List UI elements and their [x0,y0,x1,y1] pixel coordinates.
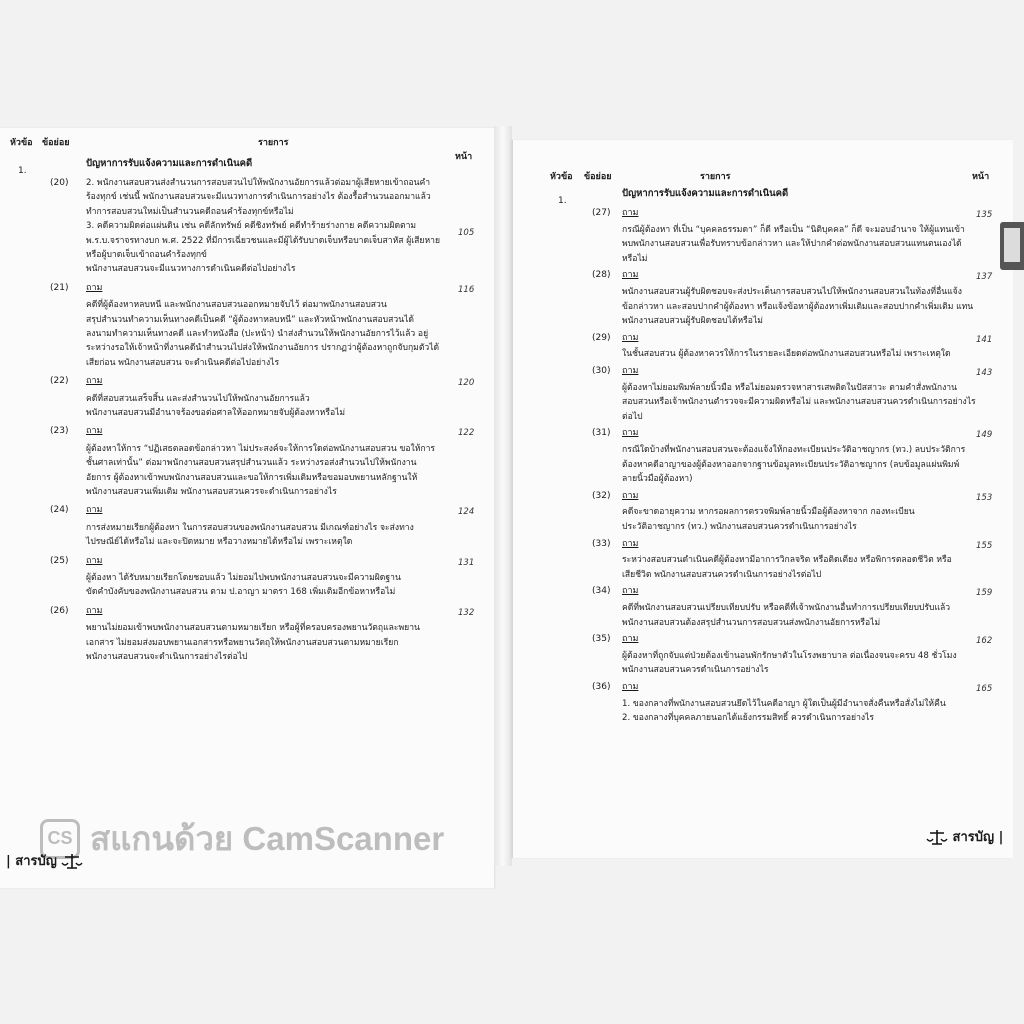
column-header-topic: หัวข้อ [10,138,33,148]
item-text-line: ผู้ต้องหาไม่ยอมพิมพ์ลายนิ้วมือ หรือไม่ยอมตรวจหาสารเสพติดในปัสสาวะ ตามคำสั่งพนักงาน [622,382,957,393]
page-number: 159 [976,588,993,599]
item-text-line: พนักงานสอบสวนต้องสรุปสำนวนการสอบสวนส่งพนักงานอัยการหรือไม่ [622,617,881,628]
item-text-line: สรุปสำนวนทำความเห็นทางคดีเป็นคดี “ผู้ต้องหาหลบหนี” และหัวหน้าพนักงานสอบสวนได้ [86,314,414,325]
page-number: 131 [458,557,475,568]
item-text-line: พนักงานสอบสวนจะดำเนินการอย่างไรต่อไป [86,652,248,662]
section-title: ปัญหาการรับแจ้งความและการดำเนินคดี [622,188,789,199]
question-label: ถาม [622,682,639,692]
item-text-line: หรือผู้บาดเจ็บเข้าถอนคำร้องทุกข์ [86,250,207,260]
item-text-line: ระหว่างสอบสวนดำเนินคดีผู้ต้องหามีอาการวิกลจริต หรือติดเตียง หรือพิการตลอดชีวิต หรือ [622,555,952,566]
section-title: ปัญหาการรับแจ้งความและการดำเนินคดี [86,158,253,169]
item-text-line: 1. ของกลางที่พนักงานสอบสวนยึดไว้ในคดีอาญา ผู้ใดเป็นผู้มีอำนาจสั่งคืนหรือสั่งไม่ให้คืน [622,698,946,709]
page-number: 165 [976,684,993,694]
question-label: ถาม [622,332,639,343]
question-label: ถาม [622,270,639,281]
item-text-line: ระหว่างรอให้เจ้าหน้าที่งานคดีนำสำนวนไปส่งให้พนักงานอัยการ ปรากฏว่าผู้ต้องหาถูกจับกุมตัวได้ [86,343,440,354]
item-number: (20) [50,178,69,188]
question-label: ถาม [86,605,103,616]
item-text-line: อัยการ ผู้ต้องหาเข้าพบพนักงานสอบสวนและขอให้การเพิ่มเติมหรือขอมอบพยานหลักฐานให้ [86,472,418,483]
item-number: (34) [592,586,611,597]
question-label: ถาม [622,538,639,549]
question-label: ถาม [622,428,639,439]
left-footer [6,850,83,871]
question-label: ถาม [86,505,103,516]
item-text-line: 2. พนักงานสอบสวนส่งสำนวนการสอบสวนไปให้พนักงานอัยการแล้วต่อมาผู้เสียหายเข้าถอนคำ [86,178,431,188]
question-label: ถาม [86,555,103,566]
question-label: ถาม [622,208,639,218]
book-gutter [494,126,512,866]
justice-scale-icon [61,853,83,871]
item-text-line: สอบสวนหรือเจ้าพนักงานตำรวจจะมีความผิดหรือไม่ และพนักงานสอบสวนควรดำเนินการอย่างไร [622,397,976,408]
watermark-text: สแกนด้วย CamScanner [90,820,445,857]
column-header-list: รายการ [258,138,289,148]
page-number: 155 [976,540,993,551]
item-number: (36) [592,682,611,692]
item-text-line: ต้องหาคดีอาญาของผู้ต้องหาออกจากฐานข้อมูลทะเบียนประวัติอาชญากร (ลบข้อมูลแผ่นพิมพ์ [622,459,960,470]
item-text-line: พบพนักงานสอบสวนเพื่อรับทราบข้อกล่าวหา และให้ปากคำต่อพนักงานสอบสวนแทนตนเองได้ [622,239,962,250]
question-label: ถาม [622,366,639,376]
item-text-line: ในชั้นสอบสวน ผู้ต้องหาควรให้การในรายละเอียดต่อพนักงานสอบสวนหรือไม่ เพราะเหตุใด [622,349,951,360]
section-number: 1. [18,166,27,176]
item-text-line: ลงนามทำความเห็นทางคดี และทำหนังสือ (ปะหน้า) นำส่งสำนวนให้พนักงานอัยการไว้แล้ว อยู่ [86,329,429,339]
page-number: 116 [458,284,475,295]
item-number: (21) [50,282,69,293]
column-header-page: หน้า [455,152,473,162]
item-number: (27) [592,208,611,218]
item-number: (30) [592,366,611,376]
item-text-line: กรณีใดบ้างที่พนักงานสอบสวนจะต้องแจ้งให้กองทะเบียนประวัติอาชญากร (ทว.) ลบประวัติการ [622,445,966,455]
item-number: (26) [50,605,69,616]
item-text-line: ประวัติอาชญากร (ทว.) พนักงานสอบสวนควรดำเนินการอย่างไร [622,522,857,532]
column-header-page: หน้า [972,172,990,182]
item-text-line: คดีจะขาดอายุความ หากรอผลการตรวจพิมพ์ลายนิ้วมือผู้ต้องหาจาก กองทะเบียน [622,507,915,518]
page-number: 143 [976,368,993,378]
item-number: (28) [592,270,611,281]
item-text-line: พ.ร.บ.จราจรทางบก พ.ศ. 2522 ที่มีการเฉี่ยวชนและมีผู้ได้รับบาดเจ็บหรือบาดเจ็บสาหัส ผู้เสียหาย [86,235,440,246]
item-text-line: คดีที่ผู้ต้องหาหลบหนี และพนักงานสอบสวนออกหมายจับไว้ ต่อมาพนักงานสอบสวน [86,300,387,311]
item-text-line: การส่งหมายเรียกผู้ต้องหา ในการสอบสวนของพนักงานสอบสวน มีเกณฑ์อย่างไร จะส่งทาง [86,522,414,533]
item-text-line: ผู้ต้องหา ได้รับหมายเรียกโดยชอบแล้ว ไม่ยอมไปพบพนักงานสอบสวนจะมีความผิดฐาน [86,573,401,583]
column-header-topic: หัวข้อ [550,172,573,182]
left-footer-label: | สารบัญ [6,854,57,869]
right-footer [926,826,1003,847]
question-label: ถาม [622,490,639,501]
item-text-line: พนักงานสอบสวนมีอำนาจร้องขอต่อศาลให้ออกหมายจับผู้ต้องหาหรือไม่ [86,408,346,418]
item-text-line: คดีที่สอบสวนเสร็จสิ้น และส่งสำนวนไปให้พนักงานอัยการแล้ว [86,393,310,404]
column-header-subitem: ข้อย่อย [42,138,70,148]
item-text-line: หรือไม่ [622,253,648,264]
page-number: 135 [976,210,993,220]
page-number: 153 [976,492,993,503]
column-header-list: รายการ [700,172,731,182]
item-text-line: ขัดคำบังคับของพนักงานสอบสวน ตาม ป.อาญา มาตรา 168 เพิ่มเติมอีกข้อหาหรือไม่ [86,587,396,598]
item-number: (35) [592,634,611,645]
item-text-line: เสียชีวิต พนักงานสอบสวนควรดำเนินการอย่างไรต่อไป [622,569,822,580]
item-text-line: ต่อไป [622,411,643,422]
item-text-line: 2. ของกลางที่บุคคลภายนอกได้แย้งกรรมสิทธิ์ ควรดำเนินการอย่างไร [622,713,875,724]
page-tab-marker [1000,222,1024,270]
page-number: 124 [458,507,475,518]
item-text-line: กรณีผู้ต้องหา ที่เป็น “บุคคลธรรมดา” ก็ดี หรือเป็น “นิติบุคคล” ก็ดี จะมอบอำนาจ ให้ผู้แทนเข้า [622,224,965,235]
item-text-line: ผู้ต้องหาที่ถูกจับแต่ป่วยต้องเข้านอนพักรักษาตัวในโรงพยาบาล ต่อเนื่องจนจะครบ 48 ชั่วโมง [622,650,957,661]
question-label: ถาม [622,586,639,597]
page-number: 105 [458,228,475,238]
item-text-line: ข้อกล่าวหา และสอบปากคำผู้ต้องหา หรือแจ้งข้อหาผู้ต้องหาเพิ่มเติมและสอบปากคำเพิ่มเติม แทน [622,301,974,312]
item-text-line: ชั้นศาลเท่านั้น” ต่อมาพนักงานสอบสวนสรุปสำนวนแล้ว ระหว่างรอส่งสำนวนไปให้พนักงาน [86,458,417,469]
item-number: (25) [50,555,69,566]
item-text-line: ทำการสอบสวนใหม่เป็นสำนวนคดีถอนคำร้องทุกข์หรือไม่ [86,206,294,217]
item-number: (23) [50,426,69,437]
question-label: ถาม [622,634,639,645]
item-text-line: เอกสาร ไม่ยอมส่งมอบพยานเอกสารหรือพยานวัตถุให้พนักงานสอบสวนตามหมายเรียก [86,637,399,648]
page-number: 132 [458,607,475,618]
item-text-line: พนักงานสอบสวนเพิ่มเติม พนักงานสอบสวนควรจะดำเนินการอย่างไร [86,487,337,497]
question-label: ถาม [86,426,103,437]
section-number: 1. [558,196,567,206]
question-label: ถาม [86,376,103,387]
item-text-line: ลายนิ้วมือผู้ต้องหา) [622,474,693,485]
item-number: (22) [50,376,69,387]
question-label: ถาม [86,282,103,293]
justice-scale-icon [926,829,948,847]
page-number: 120 [458,378,475,389]
item-number: (32) [592,490,611,501]
item-text-line: ผู้ต้องหาให้การ “ปฏิเสธตลอดข้อกล่าวหา ไม่ประสงค์จะให้การใดต่อพนักงานสอบสวน ขอให้การ [86,443,436,454]
item-number: (31) [592,428,611,439]
camscanner-logo-icon: CS [40,819,80,859]
item-text-line: พนักงานสอบสวนควรดำเนินการอย่างไร [622,665,769,676]
page-number: 122 [458,428,475,439]
item-text-line: พยานไม่ยอมเข้าพบพนักงานสอบสวนตามหมายเรียก หรือผู้ที่ครอบครองพยานวัตถุและพยาน [86,623,420,634]
item-text-line: คดีที่พนักงานสอบสวนเปรียบเทียบปรับ หรือคดีที่เจ้าพนักงานอื่นทำการเปรียบเทียบปรับแล้ว [622,603,951,613]
item-text-line: พนักงานสอบสวนผู้รับผิดชอบจะส่งประเด็นการสอบสวนไปให้พนักงานสอบสวนในท้องที่อื่นแจ้ง [622,287,962,297]
column-header-subitem: ข้อย่อย [584,172,612,182]
item-number: (33) [592,538,611,549]
right-footer-label: สารบัญ | [952,830,1004,845]
item-text-line: 3. คดีความผิดต่อแผ่นดิน เช่น คดีลักทรัพย์ คดีชิงทรัพย์ คดีทำร้ายร่างกาย คดีความผิดตาม [86,221,417,232]
item-text-line: ร้องทุกข์ เช่นนี้ พนักงานสอบสวนจะมีแนวทางการดำเนินการอย่างไร ต้องรื้อสำนวนออกมาแล้ว [86,192,431,203]
item-text-line: พนักงานสอบสวนจะมีแนวทางการดำเนินคดีต่อไปอย่างไร [86,264,296,275]
item-text-line: พนักงานสอบสวนผู้รับผิดชอบได้หรือไม่ [622,316,763,327]
page-number: 141 [976,334,993,345]
item-text-line: ไปรษณีย์ได้หรือไม่ และจะปิดหมาย หรือวางหมายได้หรือไม่ เพราะเหตุใด [86,537,353,548]
page-number: 137 [976,272,993,283]
page-number: 162 [976,636,993,647]
item-number: (24) [50,505,69,516]
camscanner-watermark [40,812,444,865]
item-number: (29) [592,332,611,343]
page-number: 149 [976,430,993,441]
item-text-line: เสียก่อน พนักงานสอบสวน จะดำเนินคดีต่อไปอย่างไร [86,357,280,368]
